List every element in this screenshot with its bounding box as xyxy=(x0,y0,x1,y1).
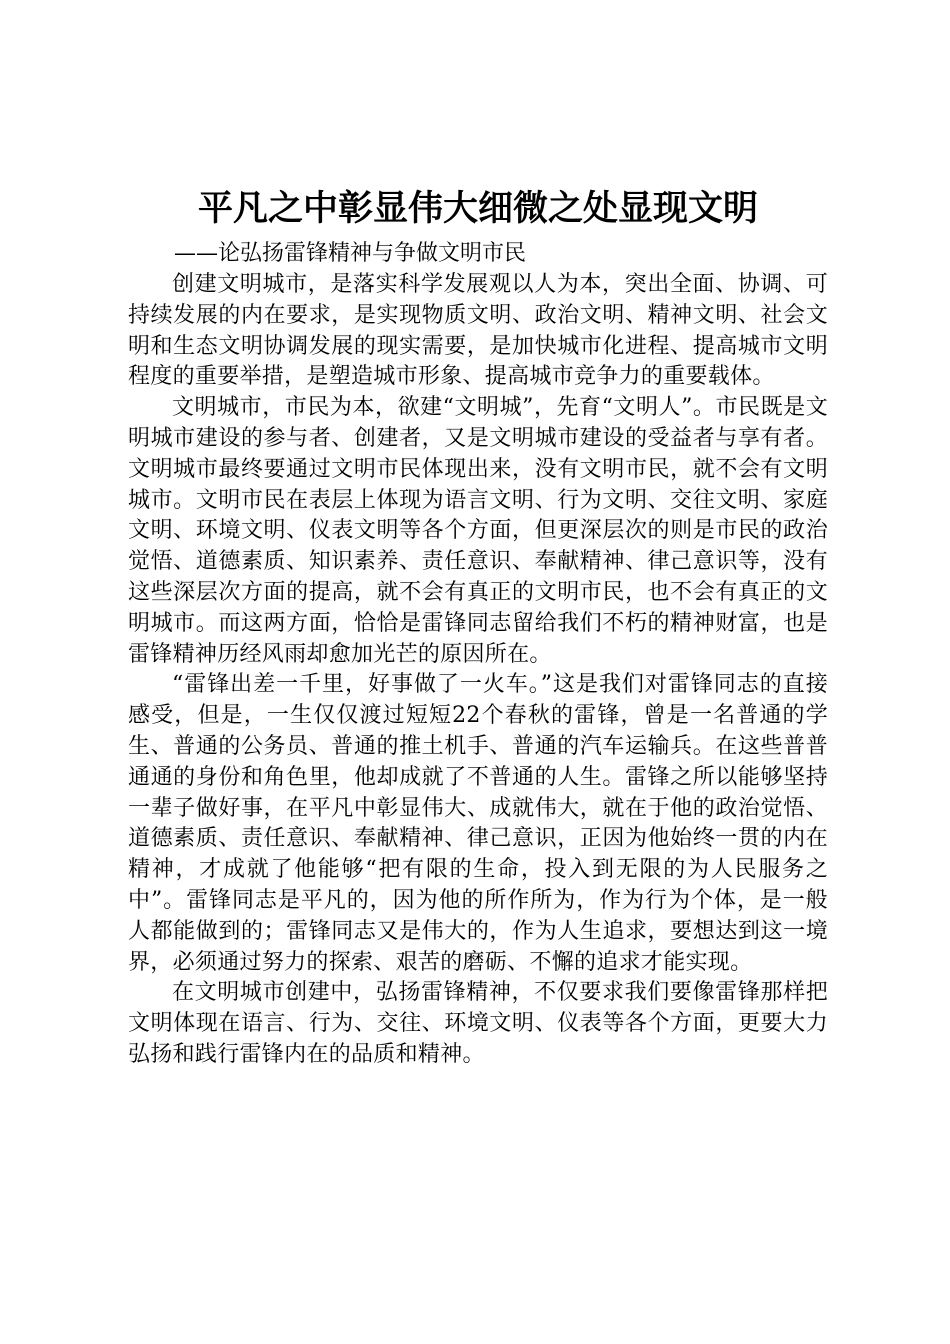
paragraph-3: “雷锋出差一千里，好事做了一火车。”这是我们对雷锋同志的直接感受，但是，一生仅仅渡过短短22个春秋的雷锋，曾是一名普通的学生、普通的公务员、普通的推土机手、普通的汽车运输兵。在这些普普通通的身份和角色里，他却成就了不普通的人生。雷锋之所以能够坚持一辈子做好事，在平凡中彰显伟大、成就伟大，就在于他的政治觉悟、道德素质、责任意识、奉献精神、律己意识，正因为他始终一贯的内在精神，才成就了他能够“把有限的生命，投入到无限的为人民服务之中”。雷锋同志是平凡的，因为他的所作所为，作为行为个体，是一般人都能做到的；雷锋同志又是伟大的，作为人生追求，要想达到这一境界，必须通过努力的探索、艰苦的磨砺、不懈的追求才能实现。 xyxy=(128,672,828,975)
document-subtitle: ——论弘扬雷锋精神与争做文明市民 xyxy=(174,241,527,266)
document-page xyxy=(128,186,828,1071)
paragraph-1: 创建文明城市，是落实科学发展观以人为本，突出全面、协调、可持续发展的内在要求，是实现物质文明、政治文明、精神文明、社会文明和生态文明协调发展的现实需要，是加快城市化进程、提高城市文明程度的重要举措，是塑造城市形象、提高城市竞争力的重要载体。 xyxy=(128,272,828,390)
paragraph-4: 在文明城市创建中，弘扬雷锋精神，不仅要求我们要像雷锋那样把文明体现在语言、行为、交往、环境文明、仪表等各个方面，更要大力弘扬和践行雷锋内在的品质和精神。 xyxy=(128,980,828,1067)
document-title: 平凡之中彰显伟大细微之处显现文明 xyxy=(197,189,758,229)
paragraph-2: 文明城市，市民为本，欲建“文明城”，先育“文明人”。市民既是文明城市建设的参与者、创建者，又是文明城市建设的受益者与享有者。文明城市最终要通过文明市民体现出来，没有文明市民，就不会有文明城市。文明市民在表层上体现为语言文明、行为文明、交往文明、家庭文明、环境文明、仪表文明等各个方面，但更深层次的则是市民的政治觉悟、道德素质、知识素养、责任意识、奉献精神、律己意识等，没有这些深层次方面的提高，就不会有真正的文明市民，也不会有真正的文明城市。而这两方面，恰恰是雷锋同志留给我们不朽的精神财富，也是雷锋精神历经风雨却愈加光芒的原因所在。 xyxy=(128,395,828,667)
